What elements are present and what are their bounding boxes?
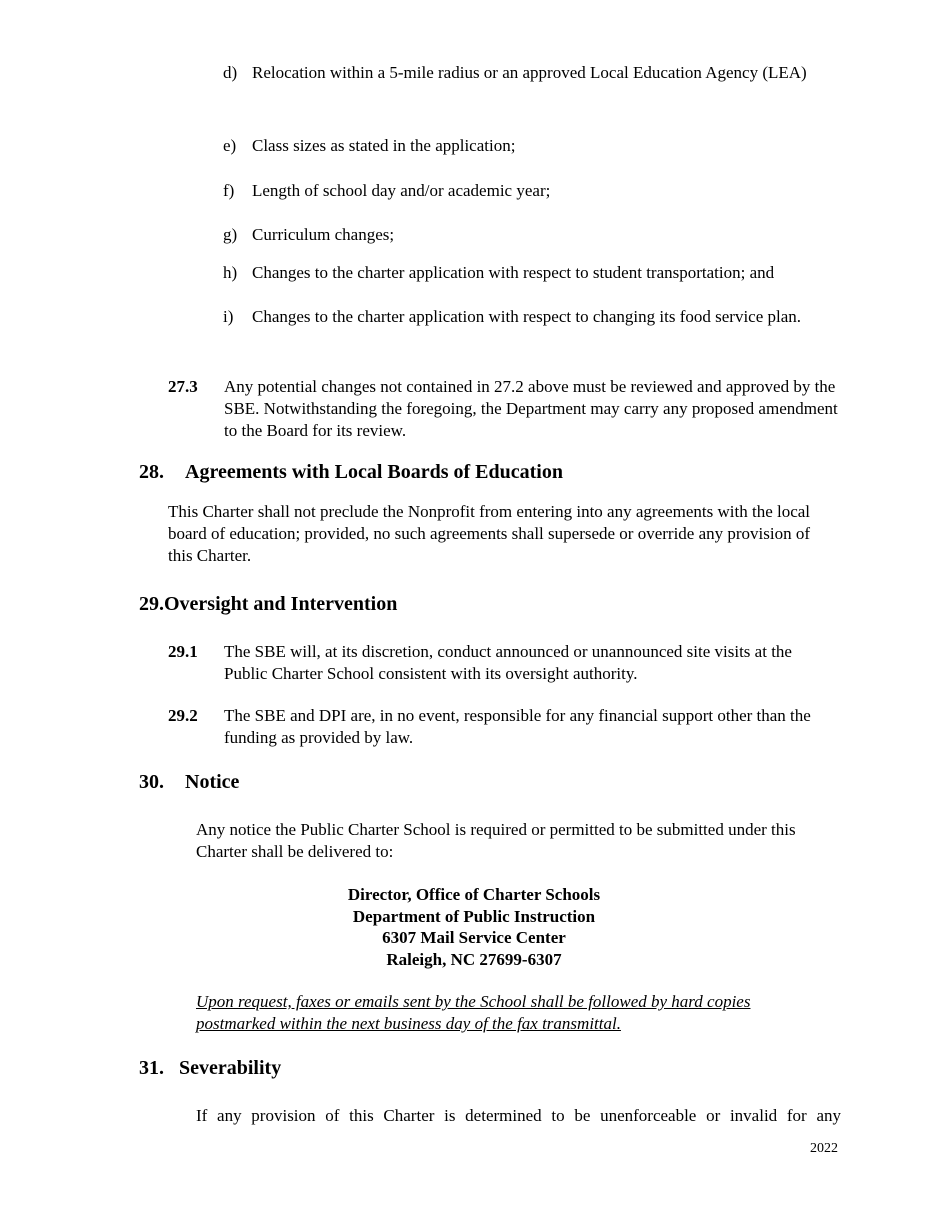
clause-number: 27.3 xyxy=(168,377,198,396)
list-letter: g) xyxy=(223,225,238,244)
section-title: Agreements with Local Boards of Education xyxy=(185,461,563,483)
section-title: Oversight and Intervention xyxy=(164,593,398,615)
section-body-31: If any provision of this Charter is determined to be unenforceable or invalid for any xyxy=(196,1106,841,1125)
section-heading-29 xyxy=(139,591,397,617)
fax-note: Upon request, faxes or emails sent by the School shall be followed by hard copies postmarked within the next business day of the fax transmittal. xyxy=(196,992,751,1033)
clause-number: 29.2 xyxy=(168,706,198,725)
section-number: 29. xyxy=(139,593,164,615)
section-title: Notice xyxy=(185,771,240,793)
list-text: Relocation within a 5-mile radius or an approved Local Education Agency (LEA) xyxy=(252,63,807,82)
address-line: Department of Public Instruction xyxy=(352,906,596,926)
section-body-30: Any notice the Public Charter School is required or permitted to be submitted under this Charter shall be delivered to: xyxy=(196,820,796,861)
section-heading-31 xyxy=(139,1055,281,1081)
list-text: Length of school day and/or academic year; xyxy=(252,181,551,200)
address-line: Director, Office of Charter Schools xyxy=(347,885,601,904)
list-letter: d) xyxy=(223,63,238,82)
clause-number: 29.1 xyxy=(168,642,198,661)
list-letter: h) xyxy=(223,263,238,282)
page-number: 2022 xyxy=(810,1141,838,1156)
list-text: Changes to the charter application with respect to changing its food service plan. xyxy=(252,307,802,326)
list-letter: e) xyxy=(223,136,237,155)
section-body-28: This Charter shall not preclude the Nonprofit from entering into any agreements with the local board of education; provided, no such agreements shall supersede or override any provision of this Charter. xyxy=(168,502,811,565)
section-title: Severability xyxy=(179,1057,282,1079)
list-text: Class sizes as stated in the application; xyxy=(252,136,516,155)
clause-text: The SBE and DPI are, in no event, responsible for any financial support other than the funding as provided by law. xyxy=(224,706,811,747)
list-letter: i) xyxy=(223,307,234,326)
address-line: 6307 Mail Service Center xyxy=(382,928,566,947)
section-heading-30 xyxy=(139,769,239,795)
address-line: Raleigh, NC 27699-6307 xyxy=(386,949,562,969)
clause-text: Any potential changes not contained in 27.2 above must be reviewed and approved by the SBE. Notwithstanding the foregoing, the Department may carry any proposed amendment to the Board for its review. xyxy=(224,377,838,440)
list-letter: f) xyxy=(223,181,235,200)
section-number: 28. xyxy=(139,461,164,483)
clause-text: The SBE will, at its discretion, conduct announced or unannounced site visits at the Public Charter School consistent with its oversight authority. xyxy=(224,642,792,683)
section-heading-28 xyxy=(139,459,563,485)
section-number: 30. xyxy=(139,771,164,793)
mailing-address xyxy=(196,884,752,970)
section-number: 31. xyxy=(139,1057,164,1079)
list-text: Changes to the charter application with respect to student transportation; and xyxy=(252,263,775,282)
list-text: Curriculum changes; xyxy=(252,225,395,244)
